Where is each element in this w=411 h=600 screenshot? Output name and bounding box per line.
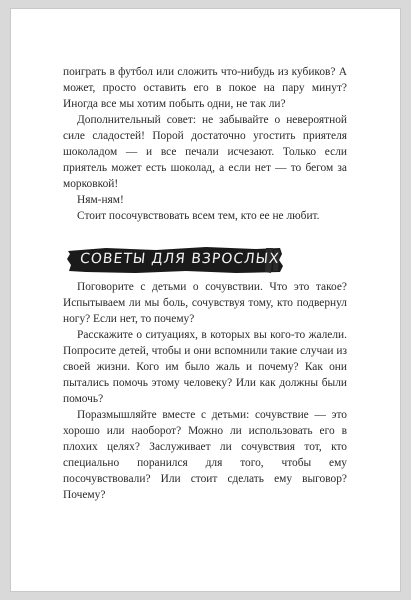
paragraph: поиграть в футбол или сложить что-нибудь из кубиков? А может, просто оставить его в покое на пару минут? Иногда все мы хотим побыть одни, не так ли?	[63, 66, 347, 110]
banner-title: СОВЕТЫ ДЛЯ ВЗРОСЛЫХ	[79, 251, 281, 267]
text-block-top	[63, 64, 347, 224]
paragraph: Поразмышляйте вместе с детьми: сочувствие — это хорошо или наоборот? Можно ли использовать его в плохих целях? Заслуживает ли сочувствия тот, кто специально поранился для того, чтобы ему посочувствовали? Или стоит сделать ему выговор? Почему?	[63, 409, 347, 501]
paragraph: Расскажите о ситуациях, в которых вы кого-то жалели. Попросите детей, чтобы и они вспомнили такие случаи из своей жизни. Кого им было жаль и почему? Как они пытались помочь этому человеку? Или как должны были помочь?	[63, 329, 347, 405]
paragraph: Ням-ням!	[77, 194, 124, 206]
book-page	[10, 8, 401, 592]
advice-for-adults-banner	[66, 245, 284, 275]
text-block-bottom	[63, 279, 347, 503]
paragraph: Дополнительный совет: не забывайте о невероятной силе сладостей! Порой достаточно угостить приятеля шоколадом — и все печали исчезают. Только если приятель может есть шоколад, а если нет — то бегом за морковкой!	[63, 114, 347, 190]
paragraph: Поговорите с детьми о сочувствии. Что это такое? Испытываем ли мы боль, сочувствуя тому, кто подвернул ногу? Если нет, то почему?	[63, 281, 347, 325]
paragraph: Стоит посочувствовать всем тем, кто ее не любит.	[77, 210, 320, 222]
